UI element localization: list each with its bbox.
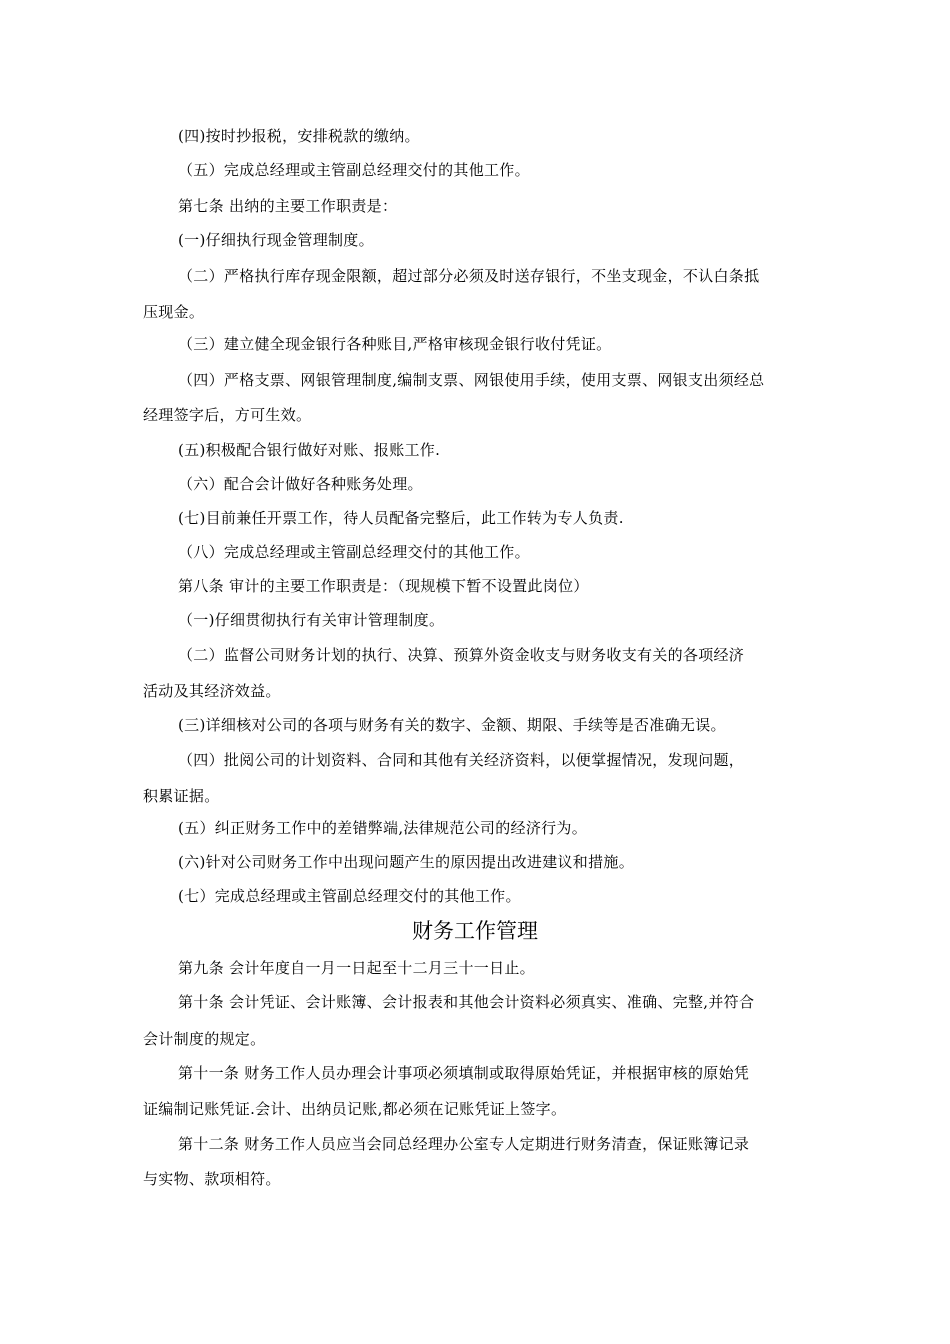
article-line: 证编制记账凭证.会计、出纳员记账,都必须在记账凭证上签字。 bbox=[143, 1100, 567, 1118]
article-line: 会计制度的规定。 bbox=[143, 1030, 266, 1048]
section-heading: 财务工作管理 bbox=[412, 919, 538, 943]
paragraph-line: （二）监督公司财务计划的执行、决算、预算外资金收支与财务收支有关的各项经济 bbox=[178, 646, 745, 664]
paragraph-line: (一)仔细执行现金管理制度。 bbox=[178, 231, 374, 249]
paragraph-line: （二）严格执行库存现金限额，超过部分必须及时送存银行，不坐支现金，不认白条抵 bbox=[178, 267, 760, 285]
paragraph-line: （三）建立健全现金银行各种账目,严格审核现金银行收付凭证。 bbox=[178, 335, 612, 353]
paragraph-line: （八）完成总经理或主管副总经理交付的其他工作。 bbox=[178, 543, 530, 561]
article-line: 第十一条 财务工作人员办理会计事项必须填制或取得原始凭证，并根据审核的原始凭 bbox=[178, 1064, 750, 1082]
paragraph-line: 压现金。 bbox=[143, 303, 205, 321]
article-heading: 第八条 审计的主要工作职责是：（现规模下暂不设置此岗位） bbox=[178, 577, 589, 595]
paragraph-line: （四）严格支票、网银管理制度,编制支票、网银使用手续，使用支票、网银支出须经总 bbox=[178, 371, 765, 389]
paragraph-line: 经理签字后，方可生效。 bbox=[143, 406, 312, 424]
article-line: 第九条 会计年度自一月一日起至十二月三十一日止。 bbox=[178, 959, 535, 977]
paragraph-line: （四）批阅公司的计划资料、合同和其他有关经济资料，以便掌握情况，发现问题， bbox=[178, 751, 745, 769]
paragraph-line: (七）完成总经理或主管副总经理交付的其他工作。 bbox=[178, 887, 521, 905]
article-line: 第十条 会计凭证、会计账簿、会计报表和其他会计资料必须真实、准确、完整,并符合 bbox=[178, 993, 755, 1011]
paragraph-line: （一)仔细贯彻执行有关审计管理制度。 bbox=[178, 611, 445, 629]
paragraph-line: (五）纠正财务工作中的差错弊端,法律规范公司的经济行为。 bbox=[178, 819, 588, 837]
paragraph-line: (五)积极配合银行做好对账、报账工作. bbox=[178, 441, 441, 459]
article-line: 与实物、款项相符。 bbox=[143, 1170, 281, 1188]
paragraph-line: 活动及其经济效益。 bbox=[143, 682, 281, 700]
article-heading: 第七条 出纳的主要工作职责是： bbox=[178, 197, 398, 215]
paragraph-line: (六)针对公司财务工作中出现问题产生的原因提出改进建议和措施。 bbox=[178, 853, 635, 871]
paragraph-line: (三)详细核对公司的各项与财务有关的数字、金额、期限、手续等是否准确无误。 bbox=[178, 716, 726, 734]
paragraph-line: （五）完成总经理或主管副总经理交付的其他工作。 bbox=[178, 161, 530, 179]
paragraph-line: （六）配合会计做好各种账务处理。 bbox=[178, 475, 423, 493]
paragraph-line: (七)目前兼任开票工作，待人员配备完整后，此工作转为专人负责. bbox=[178, 509, 624, 527]
paragraph-line: (四)按时抄报税，安排税款的缴纳。 bbox=[178, 127, 420, 145]
article-line: 第十二条 财务工作人员应当会同总经理办公室专人定期进行财务清查，保证账簿记录 bbox=[178, 1135, 750, 1153]
paragraph-line: 积累证据。 bbox=[143, 787, 220, 805]
